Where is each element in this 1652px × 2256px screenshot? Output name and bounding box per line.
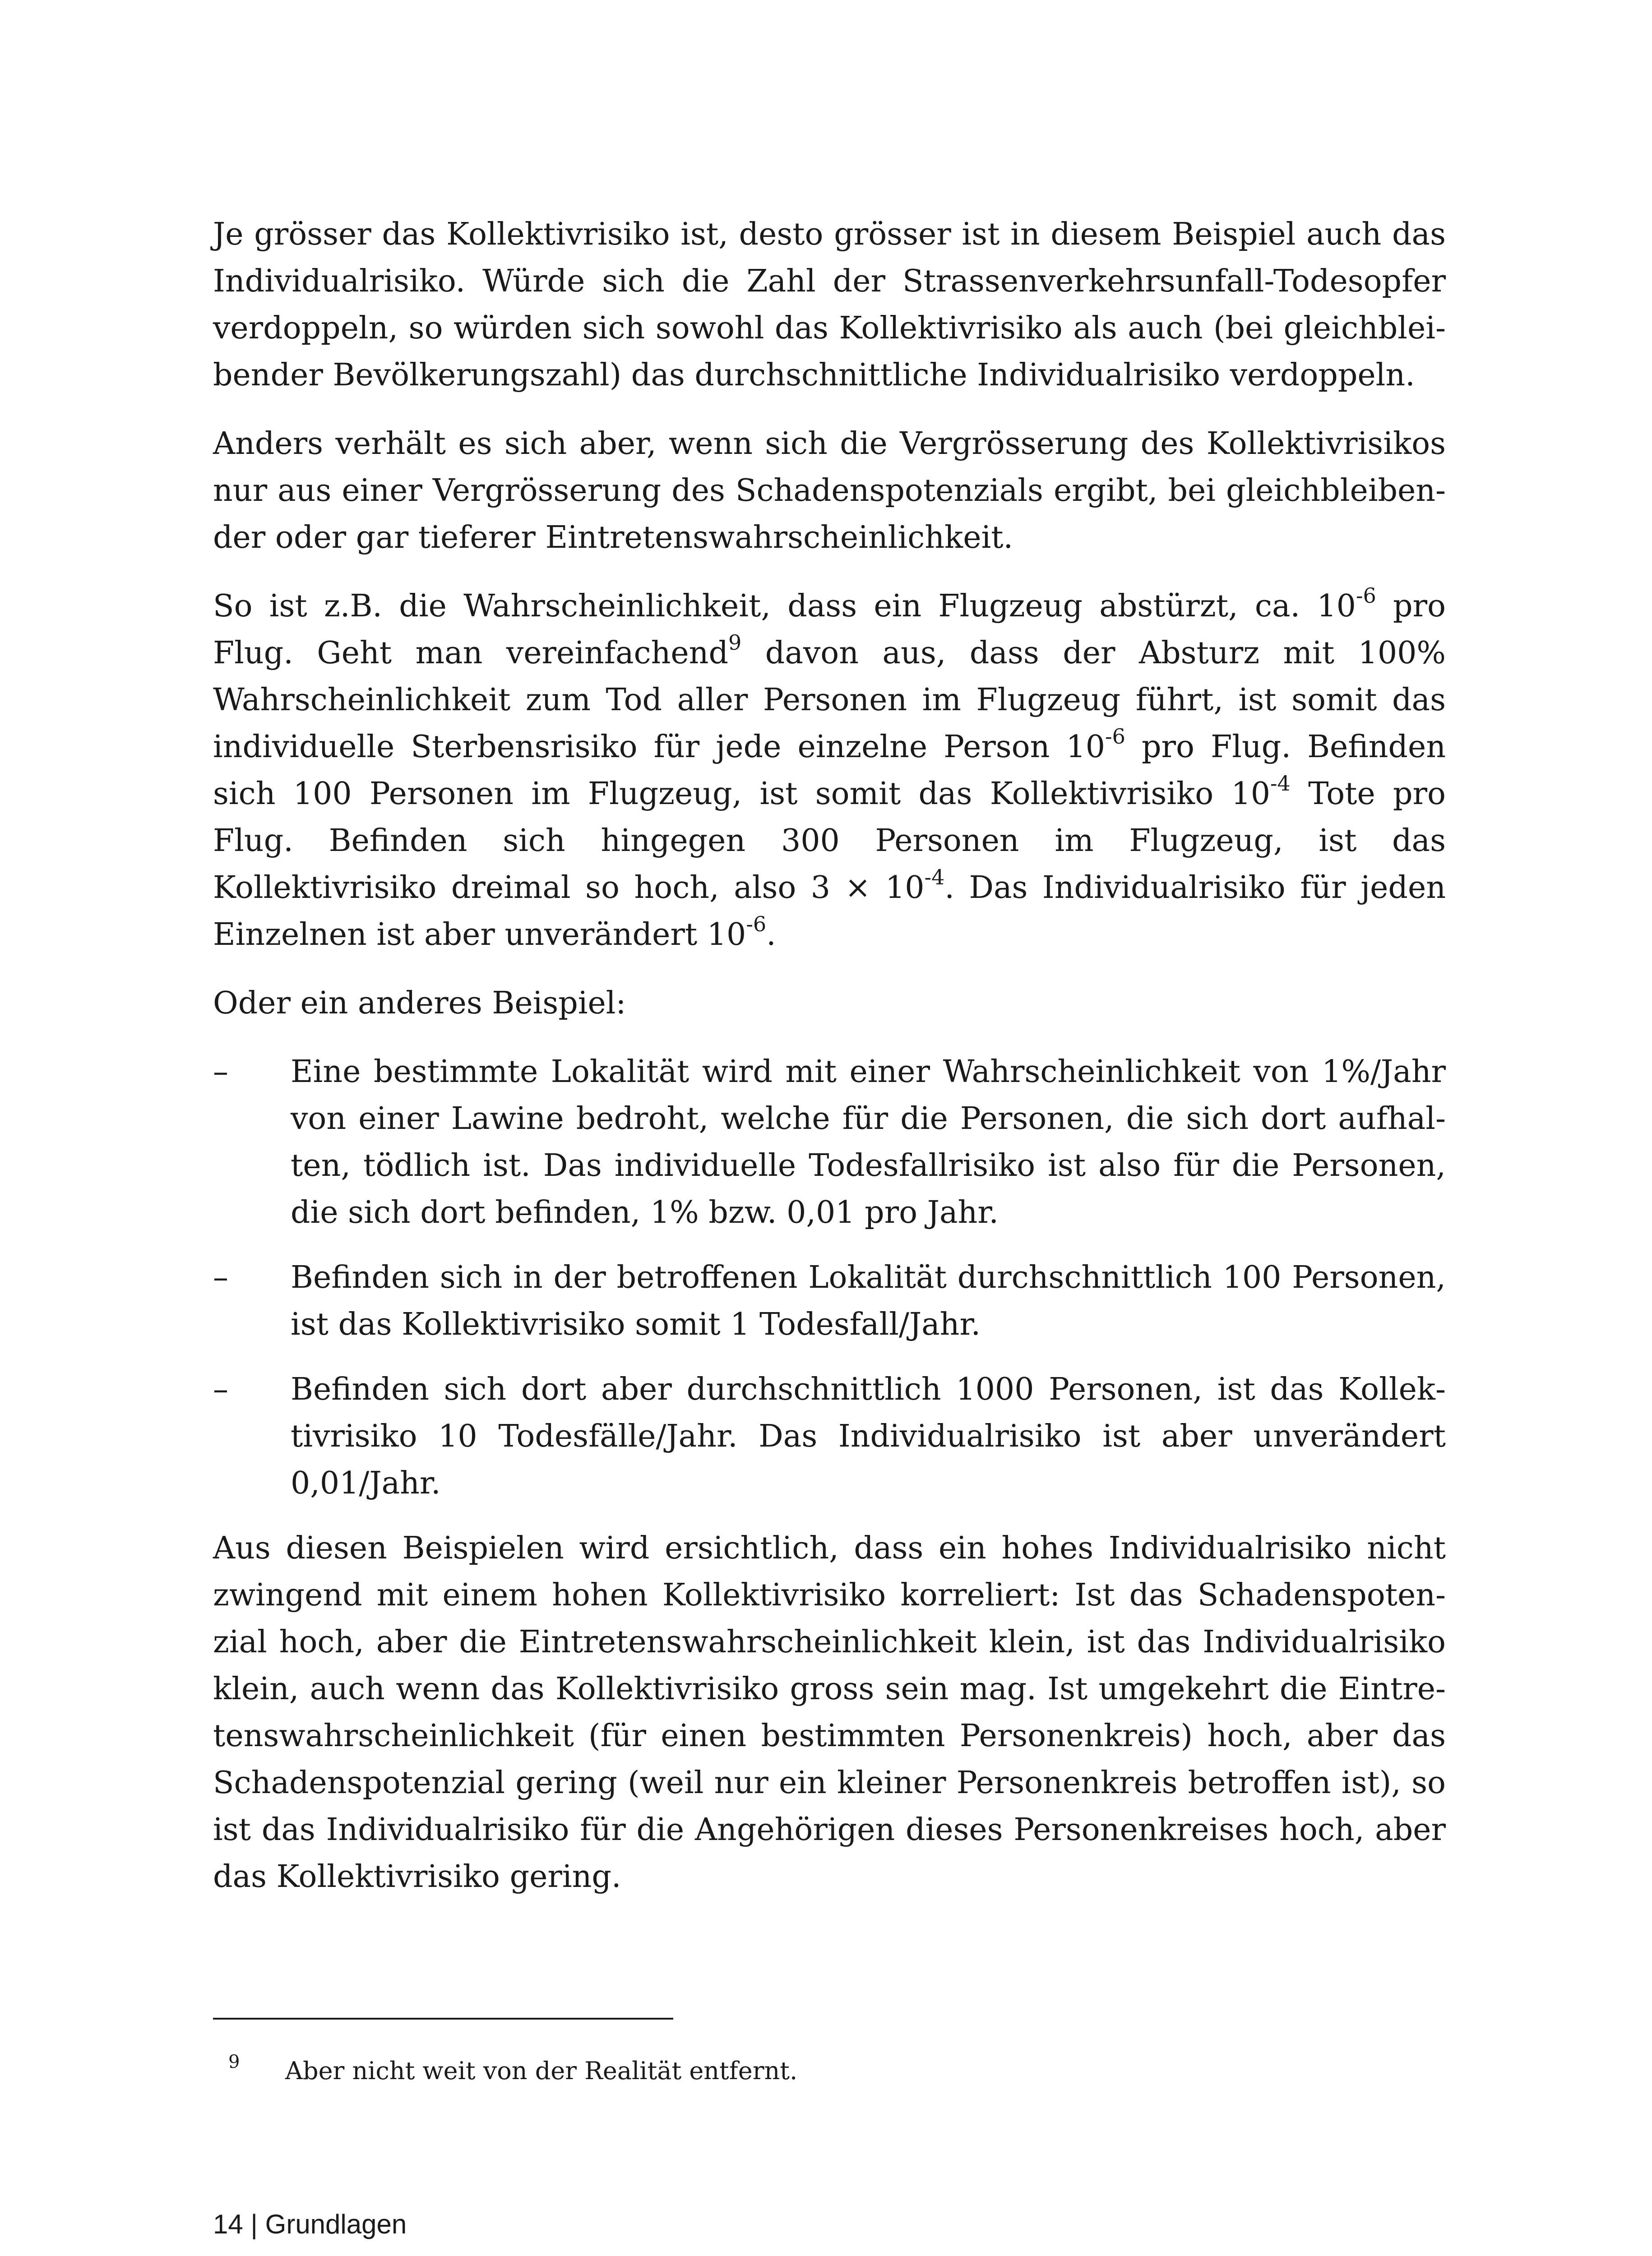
paragraph-3-text: . [766, 917, 776, 952]
main-text [213, 211, 1446, 1922]
exponent: -4 [924, 865, 945, 889]
footnote-divider [213, 2018, 673, 2020]
paragraph-3-text: pro Flug. Befinden sich 100 Personen im Flugzeug, ist somit das Kollektivrisiko 10 [213, 729, 1446, 812]
exponent: -4 [1270, 771, 1291, 795]
paragraph-3-text: pro Flug. Geht man vereinfachend [213, 588, 1446, 671]
list-item [213, 1049, 1446, 1236]
footnote-number: 9 [228, 2052, 240, 2072]
page-footer: 14 | Grundlagen [213, 2209, 407, 2239]
exponent: -6 [1105, 724, 1125, 749]
footnote-reference[interactable]: 9 [728, 630, 742, 655]
paragraph-3-text: . Das Individualrisiko für jeden Einzelnen ist aber unverändert 10 [213, 870, 1446, 952]
paragraph-4: Oder ein anderes Beispiel: [213, 985, 626, 1021]
list-item [213, 1366, 1446, 1507]
footnote [213, 2053, 1446, 2089]
paragraph-5: Aus diesen Beispielen wird ersichtlich, dass ein hohes Individualrisiko nicht zwingend mit einem hohen Kollektivrisiko korreliert: Ist das Schadenspotenzial hoch, aber die Eintretenswahrscheinlichkeit klein, ist das Individualrisiko klein, auch wenn das Kollektivrisiko gross sein mag. Ist umgekehrt die Eintretenswahrscheinlichkeit (für einen bestimmten Personenkreis) hoch, aber das Schadenspotenzial gering (weil nur ein kleiner Personenkreis betroffen ist), so ist das Individualrisiko für die Angehörigen dieses Personenkreises hoch, aber das Kollektivrisiko gering. [213, 1530, 1446, 1895]
exponent: -6 [746, 912, 767, 936]
paragraph-2: Anders verhält es sich aber, wenn sich die Vergrösserung des Kollektivrisikos nur aus einer Vergrösserung des Schadenspotenzials ergibt, bei gleichbleibender oder gar tieferer Eintretenswahrscheinlichkeit. [213, 426, 1446, 555]
footnote-text: Aber nicht weit von der Realität entfernt. [285, 2057, 798, 2085]
paragraph-3-text: So ist z.B. die Wahrscheinlichkeit, dass ein Flugzeug abstürzt, ca. 10 [213, 588, 1356, 624]
paragraph-1: Je grösser das Kollektivrisiko ist, desto grösser ist in diesem Beispiel auch das Individualrisiko. Würde sich die Zahl der Strassenverkehrsunfall-Todesopfer verdoppeln, so würden sich sowohl das Kollektivrisiko als auch (bei gleichbleibender Bevölkerungszahl) das durchschnittliche Individualrisiko verdoppeln. [213, 217, 1446, 393]
exponent: -6 [1356, 583, 1376, 608]
list-dash: – [213, 1054, 228, 1090]
list-item-text: Befinden sich in der betroffenen Lokalität durchschnittlich 100 Personen, ist das Kollektivrisiko somit 1 Todesfall/Jahr. [291, 1260, 1446, 1342]
list-item [213, 1254, 1446, 1348]
paragraph-3-text: davon aus, dass der Absturz mit 100% Wahrscheinlichkeit zum Tod aller Personen im Flugzeug führt, ist somit das individuelle Sterbensrisiko für jede einzelne Person 10 [213, 635, 1446, 765]
list-item-text: Eine bestimmte Lokalität wird mit einer Wahrscheinlichkeit von 1%/Jahr von einer Lawine bedroht, welche für die Personen, die sich dort aufhalten, tödlich ist. Das individuelle Todesfallrisiko ist also für die Personen, die sich dort befinden, 1% bzw. 0,01 pro Jahr. [291, 1054, 1446, 1230]
example-list [213, 1049, 1446, 1507]
list-item-text: Befinden sich dort aber durchschnittlich 1000 Personen, ist das Kollektivrisiko 10 Todesfälle/Jahr. Das Individualrisiko ist aber unverändert 0,01/Jahr. [291, 1372, 1446, 1501]
list-dash: – [213, 1372, 228, 1407]
paragraph-3-text: Tote pro Flug. Befinden sich hingegen 300 Personen im Flugzeug, ist das Kollektivrisiko dreimal so hoch, also 3 × 10 [213, 776, 1446, 906]
paragraph-3 [213, 583, 1446, 958]
list-dash: – [213, 1260, 228, 1295]
